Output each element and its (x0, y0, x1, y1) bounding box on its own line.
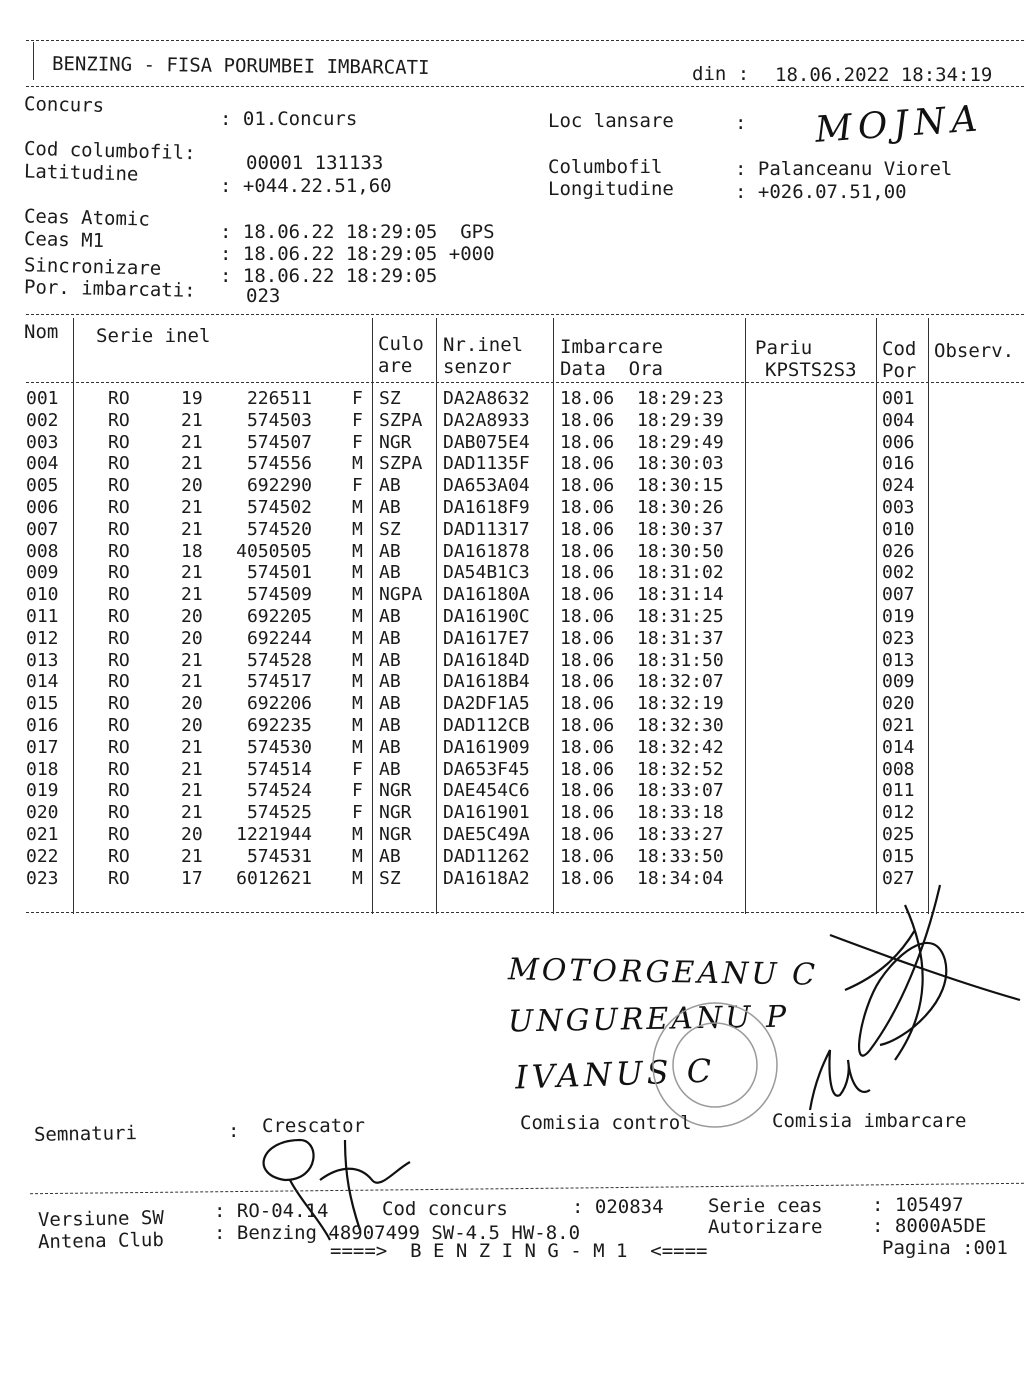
cell-an: 20 (181, 715, 203, 736)
cell-nom: 023 (26, 867, 59, 889)
cell-ora: 18:30:37 (637, 518, 724, 540)
cell-tara: RO (108, 562, 130, 584)
cell-tara: RO (108, 649, 130, 671)
cell-tara: RO (108, 584, 130, 606)
cell-sex: M (352, 845, 363, 867)
cell-senzor: DA54B1C3 (443, 562, 530, 584)
cell-ora: 18:30:15 (637, 475, 724, 497)
loc-lansare-label: Loc lansare (548, 110, 674, 132)
cell-tara: RO (108, 758, 130, 780)
cell-nr-inel: 692235 (246, 715, 312, 736)
cell-ora: 18:29:49 (637, 431, 724, 453)
col-senzor-header-2: senzor (443, 356, 512, 378)
cell-tara: RO (108, 388, 130, 409)
cell-an: 21 (181, 497, 203, 518)
cell-nr-inel: 574520 (246, 518, 312, 540)
cell-data: 18.06 (560, 693, 615, 715)
serie-ceas-label: Serie ceas (708, 1195, 823, 1217)
cell-data: 18.06 (560, 475, 615, 497)
cell-nr-inel: 574525 (246, 802, 312, 824)
cell-senzor: DA16190C (443, 606, 530, 627)
sincronizare-value: : 18.06.22 18:29:05 (220, 265, 438, 287)
comisia-imbarcare-label: Comisia imbarcare (772, 1110, 967, 1132)
cell-nom: 021 (26, 824, 59, 845)
cell-senzor: DA653F45 (443, 758, 530, 780)
comisia-control-label: Comisia control (520, 1112, 692, 1134)
cell-cod-por: 014 (882, 736, 915, 758)
col-cod-header-2: Por (882, 360, 917, 382)
cell-culoare: AB (379, 736, 401, 758)
cell-senzor: DA16184D (443, 649, 530, 671)
cell-ora: 18:33:27 (637, 824, 724, 845)
cell-an: 19 (181, 388, 203, 409)
cell-cod-por: 001 (882, 388, 915, 409)
cell-sex: F (352, 802, 363, 824)
cell-senzor: DAD1135F (443, 453, 530, 475)
cell-culoare: AB (379, 562, 401, 584)
cell-nom: 001 (26, 388, 59, 409)
cell-sex: F (352, 780, 363, 802)
antena-club-label: Antena Club (37, 1228, 165, 1254)
cell-cod-por: 021 (882, 715, 915, 736)
commission-stamp (653, 1003, 777, 1127)
cell-ora: 18:32:07 (637, 671, 724, 693)
cell-data: 18.06 (560, 627, 615, 649)
cell-an: 20 (181, 606, 203, 627)
cell-ora: 18:32:19 (637, 693, 724, 715)
col-pariu-header-1: Pariu (755, 337, 813, 359)
cell-nr-inel: 4050505 (236, 540, 312, 562)
cell-nom: 016 (26, 715, 59, 736)
cell-ora: 18:31:37 (637, 627, 724, 649)
cell-an: 20 (181, 824, 203, 845)
cell-nom: 007 (26, 518, 59, 540)
cell-tara: RO (108, 802, 130, 824)
cell-culoare: NGR (379, 431, 412, 453)
cell-nom: 002 (26, 409, 59, 431)
cell-senzor: DAE5C49A (443, 824, 530, 845)
col-culoare-header-1: Culo (378, 333, 424, 355)
sincronizare-label: Sincronizare (23, 254, 162, 280)
cell-tara: RO (108, 431, 130, 453)
cell-tara: RO (108, 671, 130, 693)
cell-an: 21 (181, 584, 203, 606)
cell-sex: M (352, 867, 363, 889)
cell-sex: M (352, 562, 363, 584)
cell-nom: 003 (26, 431, 59, 453)
cell-senzor: DAD11317 (443, 518, 530, 540)
cell-cod-por: 015 (882, 845, 915, 867)
cell-ora: 18:31:02 (637, 562, 724, 584)
cell-nom: 008 (26, 540, 59, 562)
cell-culoare: NGR (379, 824, 412, 845)
cell-culoare: AB (379, 497, 401, 518)
cell-senzor: DA161909 (443, 736, 530, 758)
cell-sex: M (352, 736, 363, 758)
cell-culoare: NGR (379, 802, 412, 824)
cell-nr-inel: 574530 (246, 736, 312, 758)
cell-data: 18.06 (560, 431, 615, 453)
cell-senzor: DA1617E7 (443, 627, 530, 649)
cell-sex: M (352, 649, 363, 671)
cell-cod-por: 009 (882, 671, 915, 693)
cell-culoare: NGR (379, 780, 412, 802)
cell-nom: 017 (26, 736, 59, 758)
cell-culoare: AB (379, 627, 401, 649)
autorizare-label: Autorizare (708, 1216, 823, 1238)
cell-an: 21 (181, 453, 203, 475)
cell-cod-por: 003 (882, 497, 915, 518)
cell-cod-por: 010 (882, 518, 915, 540)
cell-ora: 18:33:07 (637, 780, 724, 802)
cell-sex: M (352, 584, 363, 606)
cell-data: 18.06 (560, 606, 615, 627)
cell-senzor: DA2A8632 (443, 388, 530, 409)
cell-culoare: AB (379, 845, 401, 867)
cell-cod-por: 024 (882, 475, 915, 497)
cell-ora: 18:31:50 (637, 649, 724, 671)
cell-an: 20 (181, 475, 203, 497)
autorizare-value: : 8000A5DE (872, 1215, 987, 1237)
cell-nr-inel: 574507 (246, 431, 312, 453)
cell-cod-por: 025 (882, 824, 915, 845)
cell-senzor: DA161901 (443, 802, 530, 824)
date-label: din : (692, 63, 750, 85)
cell-nr-inel: 574501 (246, 562, 312, 584)
cell-sex: M (352, 693, 363, 715)
cell-nom: 006 (26, 497, 59, 518)
por-imbarcati-value: 023 (246, 285, 281, 307)
cell-nom: 011 (26, 606, 59, 627)
cell-nom: 019 (26, 780, 59, 802)
cell-culoare: AB (379, 715, 401, 736)
cell-nom: 018 (26, 758, 59, 780)
ceas-m1-value: : 18.06.22 18:29:05 +000 (220, 243, 495, 265)
cell-an: 21 (181, 649, 203, 671)
cell-nr-inel: 692205 (246, 606, 312, 627)
cell-data: 18.06 (560, 540, 615, 562)
ceas-atomic-label: Ceas Atomic (23, 205, 151, 231)
cell-senzor: DAE454C6 (443, 780, 530, 802)
cell-data: 18.06 (560, 388, 615, 409)
cell-tara: RO (108, 693, 130, 715)
cell-sex: M (352, 540, 363, 562)
cell-ora: 18:33:50 (637, 845, 724, 867)
cell-data: 18.06 (560, 409, 615, 431)
cell-tara: RO (108, 824, 130, 845)
cell-tara: RO (108, 715, 130, 736)
columbofil-label: Columbofil (548, 156, 663, 178)
cell-an: 20 (181, 627, 203, 649)
cell-tara: RO (108, 453, 130, 475)
cell-data: 18.06 (560, 584, 615, 606)
cell-nr-inel: 574502 (246, 497, 312, 518)
cell-ora: 18:30:03 (637, 453, 724, 475)
cell-culoare: AB (379, 649, 401, 671)
cell-senzor: DAB075E4 (443, 431, 530, 453)
date-value: 18.06.2022 18:34:19 (775, 64, 993, 86)
cell-senzor: DA653A04 (443, 475, 530, 497)
cod-columbofil-value: 00001 131133 (246, 152, 384, 174)
cell-an: 21 (181, 780, 203, 802)
cell-an: 18 (181, 540, 203, 562)
cell-sex: M (352, 453, 363, 475)
cell-tara: RO (108, 409, 130, 431)
cell-sex: F (352, 409, 363, 431)
cell-nr-inel: 226511 (246, 388, 312, 409)
cell-data: 18.06 (560, 671, 615, 693)
cell-senzor: DA1618B4 (443, 671, 530, 693)
cell-senzor: DA16180A (443, 584, 530, 606)
cell-data: 18.06 (560, 780, 615, 802)
cell-cod-por: 004 (882, 409, 915, 431)
cell-data: 18.06 (560, 758, 615, 780)
cell-culoare: AB (379, 693, 401, 715)
signature-scribble-2 (810, 1050, 870, 1110)
cell-an: 21 (181, 671, 203, 693)
cell-tara: RO (108, 540, 130, 562)
cell-culoare: SZ (379, 518, 401, 540)
cell-ora: 18:34:04 (637, 867, 724, 889)
cell-nom: 022 (26, 845, 59, 867)
cell-tara: RO (108, 780, 130, 802)
cell-senzor: DAD11262 (443, 845, 530, 867)
cell-an: 21 (181, 431, 203, 453)
antena-club-value: : Benzing 48907499 SW-4.5 HW-8.0 (214, 1222, 581, 1244)
cell-cod-por: 023 (882, 627, 915, 649)
col-cod-header-1: Cod (882, 338, 917, 360)
cell-cod-por: 002 (882, 562, 915, 584)
cell-senzor: DA2A8933 (443, 409, 530, 431)
cell-nr-inel: 574503 (246, 409, 312, 431)
cell-nom: 012 (26, 627, 59, 649)
cell-culoare: SZPA (379, 453, 423, 475)
serie-ceas-value: : 105497 (872, 1194, 964, 1216)
cell-tara: RO (108, 475, 130, 497)
longitudine-label: Longitudine (548, 178, 674, 200)
cell-data: 18.06 (560, 845, 615, 867)
document-title: BENZING - FISA PORUMBEI IMBARCATI (51, 53, 430, 79)
cell-culoare: SZ (379, 388, 401, 409)
handwritten-name-2: UNGUREANU P (507, 999, 790, 1040)
por-imbarcati-label: Por. imbarcati: (23, 276, 196, 302)
cell-cod-por: 016 (882, 453, 915, 475)
cell-nom: 010 (26, 584, 59, 606)
cell-data: 18.06 (560, 867, 615, 889)
cell-sex: M (352, 824, 363, 845)
cell-cod-por: 011 (882, 780, 915, 802)
cell-ora: 18:31:14 (637, 584, 724, 606)
cell-sex: F (352, 475, 363, 497)
cell-nom: 004 (26, 453, 59, 475)
latitudine-value: : +044.22.51,60 (220, 175, 392, 197)
cell-cod-por: 007 (882, 584, 915, 606)
cell-nr-inel: 574556 (246, 453, 312, 475)
cell-sex: M (352, 606, 363, 627)
cell-ora: 18:32:52 (637, 758, 724, 780)
cell-cod-por: 013 (882, 649, 915, 671)
cell-data: 18.06 (560, 715, 615, 736)
cell-nr-inel: 574509 (246, 584, 312, 606)
cell-cod-por: 006 (882, 431, 915, 453)
cell-nom: 013 (26, 649, 59, 671)
cell-cod-por: 027 (882, 867, 915, 889)
longitudine-value: : +026.07.51,00 (735, 181, 907, 203)
ceas-m1-label: Ceas M1 (23, 227, 105, 253)
cell-tara: RO (108, 627, 130, 649)
col-serie-header: Serie inel (96, 325, 211, 347)
cell-an: 21 (181, 845, 203, 867)
benzing-banner: ====> B E N Z I N G - M 1 <==== (330, 1240, 708, 1262)
cell-cod-por: 019 (882, 606, 915, 627)
cell-nr-inel: 574524 (246, 780, 312, 802)
cell-data: 18.06 (560, 802, 615, 824)
cell-nr-inel: 692290 (246, 475, 312, 497)
crescator-label: Crescator (262, 1115, 365, 1137)
loc-lansare-colon: : (735, 112, 747, 134)
cell-culoare: AB (379, 606, 401, 627)
concurs-label: Concurs (23, 93, 105, 117)
cell-tara: RO (108, 497, 130, 518)
cell-nom: 014 (26, 671, 59, 693)
cell-an: 21 (181, 562, 203, 584)
cell-senzor: DAD112CB (443, 715, 530, 736)
cell-sex: F (352, 758, 363, 780)
columbofil-value: : Palanceanu Viorel (735, 158, 953, 180)
cell-an: 21 (181, 518, 203, 540)
cell-tara: RO (108, 606, 130, 627)
cell-culoare: AB (379, 540, 401, 562)
col-imbarcare-header-2: Data Ora (560, 358, 663, 380)
cell-sex: M (352, 627, 363, 649)
cod-concurs-value: : 020834 (572, 1196, 664, 1218)
cell-an: 21 (181, 758, 203, 780)
cell-ora: 18:32:42 (637, 736, 724, 758)
cell-ora: 18:31:25 (637, 606, 724, 627)
col-nom-header: Nom (24, 321, 59, 343)
cell-nom: 009 (26, 562, 59, 584)
cell-culoare: SZ (379, 867, 401, 889)
cell-an: 21 (181, 409, 203, 431)
ceas-atomic-value: : 18.06.22 18:29:05 GPS (220, 221, 495, 243)
cell-an: 21 (181, 736, 203, 758)
cell-nr-inel: 1221944 (236, 824, 312, 845)
cell-tara: RO (108, 518, 130, 540)
cell-cod-por: 008 (882, 758, 915, 780)
cell-senzor: DA161878 (443, 540, 530, 562)
handwritten-name-3: IVANUS C (514, 1051, 716, 1097)
col-pariu-header-2: KPSTS2S3 (765, 359, 857, 381)
semnaturi-colon: : (228, 1120, 240, 1142)
cell-data: 18.06 (560, 453, 615, 475)
cell-nom: 020 (26, 802, 59, 824)
page-number: Pagina :001 (882, 1237, 1008, 1259)
cell-ora: 18:32:30 (637, 715, 724, 736)
cod-columbofil-label: Cod columbofil: (23, 137, 196, 165)
cell-data: 18.06 (560, 824, 615, 845)
cell-tara: RO (108, 867, 130, 889)
cell-ora: 18:30:50 (637, 540, 724, 562)
col-senzor-header-1: Nr.inel (443, 334, 524, 356)
cod-concurs-label: Cod concurs (382, 1198, 508, 1220)
cell-nr-inel: 574514 (246, 758, 312, 780)
latitudine-label: Latitudine (23, 160, 139, 186)
cell-sex: M (352, 671, 363, 693)
versiune-sw-value: : RO-04.14 (214, 1200, 329, 1222)
cell-an: 21 (181, 802, 203, 824)
cell-data: 18.06 (560, 736, 615, 758)
cell-tara: RO (108, 845, 130, 867)
cell-an: 20 (181, 693, 203, 715)
col-observ-header: Observ. (934, 340, 1015, 362)
cell-ora: 18:29:23 (637, 388, 724, 409)
cell-ora: 18:30:26 (637, 497, 724, 518)
cell-culoare: AB (379, 671, 401, 693)
cell-senzor: DA1618A2 (443, 867, 530, 889)
cell-tara: RO (108, 736, 130, 758)
cell-data: 18.06 (560, 497, 615, 518)
cell-sex: F (352, 388, 363, 409)
cell-culoare: AB (379, 758, 401, 780)
cell-ora: 18:29:39 (637, 409, 724, 431)
cell-senzor: DA2DF1A5 (443, 693, 530, 715)
cell-ora: 18:33:18 (637, 802, 724, 824)
cell-culoare: AB (379, 475, 401, 497)
signature-scribble-1 (830, 885, 1020, 1060)
cell-nr-inel: 692206 (246, 693, 312, 715)
cell-culoare: SZPA (379, 409, 423, 431)
cell-senzor: DA1618F9 (443, 497, 530, 518)
loc-lansare-handwritten: MOJNA (813, 98, 985, 151)
cell-data: 18.06 (560, 649, 615, 671)
cell-cod-por: 012 (882, 802, 915, 824)
cell-sex: F (352, 431, 363, 453)
cell-nr-inel: 574517 (246, 671, 312, 693)
col-imbarcare-header-1: Imbarcare (560, 336, 663, 358)
semnaturi-label: Semnaturi (33, 1122, 138, 1146)
cell-nr-inel: 574531 (246, 845, 312, 867)
cell-nr-inel: 574528 (246, 649, 312, 671)
cell-an: 17 (181, 867, 203, 889)
cell-cod-por: 020 (882, 693, 915, 715)
versiune-sw-label: Versiune SW (37, 1206, 165, 1232)
cell-sex: M (352, 497, 363, 518)
cell-culoare: NGPA (379, 584, 423, 606)
cell-cod-por: 026 (882, 540, 915, 562)
cell-nr-inel: 692244 (246, 627, 312, 649)
handwritten-name-1: MOTORGEANU C (507, 952, 819, 993)
cell-nom: 005 (26, 475, 59, 497)
cell-data: 18.06 (560, 562, 615, 584)
cell-nr-inel: 6012621 (236, 867, 312, 889)
cell-nom: 015 (26, 693, 59, 715)
cell-data: 18.06 (560, 518, 615, 540)
cell-sex: M (352, 715, 363, 736)
cell-sex: M (352, 518, 363, 540)
col-culoare-header-2: are (378, 355, 413, 377)
concurs-value: : 01.Concurs (220, 108, 358, 130)
